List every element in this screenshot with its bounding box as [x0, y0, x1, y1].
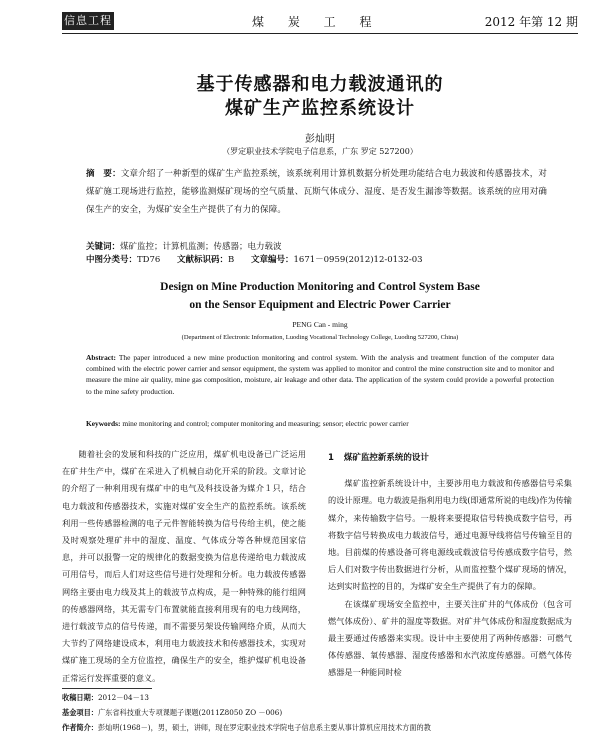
title-en-line2: on the Sensor Equipment and Electric Power Carrier [189, 299, 451, 311]
fund-label: 基金项目： [62, 708, 98, 717]
author-cn: 彭灿明 [305, 134, 335, 145]
body-left-column [62, 446, 306, 687]
clc-label: 中图分类号： [86, 255, 138, 265]
footnote-author [62, 720, 578, 735]
received-label: 收稿日期： [62, 693, 98, 702]
section-title: 煤矿监控新系统的设计 [343, 453, 429, 463]
footnote-received [62, 690, 578, 705]
received-value: 2012－04－13 [97, 693, 149, 702]
abstract-en-label: Abstract: [86, 353, 116, 362]
abstract-cn [86, 165, 554, 219]
fund-value: 广东省科技重大专项课题子课题(2011Z8050 ZO －006) [97, 708, 283, 717]
article-no-label: 文章编号： [251, 255, 294, 265]
abstract-en [86, 352, 554, 397]
abstract-cn-text: 文章介绍了一种新型的煤矿生产监控系统，该系统利用计算机数据分析处理功能结合电力载波和传感器技术，对煤矿施工现场进行监控，能够监测煤矿现场的空气质量、瓦斯气体成分、湿度、是否发生漏渗等数据。该系统的应用对确保生产的安全，为煤矿安全生产提供了有力的保障。 [86, 169, 548, 215]
doc-code-label: 文献标识码： [177, 255, 229, 265]
footnote-fund [62, 705, 578, 720]
author-en: PENG Can - ming [292, 320, 348, 329]
running-header [62, 12, 578, 34]
title-en-line1: Design on Mine Production Monitoring and Control System Base [160, 281, 480, 293]
footnotes [62, 690, 578, 735]
title-cn-line1: 基于传感器和电力载波通讯的 [196, 74, 444, 95]
section-number: 1 [328, 453, 334, 463]
classification-row [86, 253, 554, 265]
journal-name: 煤 炭 工 程 [252, 15, 382, 29]
author-bio-label: 作者简介： [62, 723, 98, 732]
keywords-en [86, 419, 554, 428]
body-paragraph: 在该煤矿现场安全监控中，主要关注矿井的气体成份（包含可燃气体成份）、矿井的湿度等数据。对矿井气体成份和湿度数据成为最主要通过传感器来实现。设计中主要使用了两种传感器：可燃气体传感器、氧传感器、湿度传感器和水汽浓度传感器。可燃气体传感器是一种能同时检 [328, 598, 572, 678]
body-paragraph: 煤矿监控新系统设计中，主要涉用电力载波和传感器信号采集的设计原理。电力载波是指利用电力线(即通常所说的电线)作为传输媒介，来传输数字信号。一般将来要提取信号转换成数字信号，再将数字信号转换成电力载波信号，通过电源导线将信号传输至目的地。目前煤的传感设备可将电源线或载波信号传感成数字信号，然后人们对数字传出数据进行分析，从而监控整个煤矿现场的情况，达到实时监控的目的，为煤矿安全生产提供了有力的保障。 [328, 478, 572, 592]
clc-value: TD76 [137, 255, 161, 265]
article-no-value: 1671－0959(2012)12-0132-03 [293, 255, 423, 265]
keywords-en-label: Keywords: [86, 419, 121, 428]
body-paragraph: 随着社会的发展和科技的广泛应用，煤矿机电设备已广泛运用在矿井生产中，煤矿在采进入了机械自动化开采的阶段。文章讨论的介绍了一种利用现有煤矿中的电气及科技设备为媒介１只，结合电力载波和传感器技术，实施对煤矿安全生产的监控系统。该系统利用一些传感器检测的电子元件智能转换为信号传给主机，使之能及时观察处理矿井中的湿度、温度、气体成分等各种规范国家信息，并可以报警一定的规律化的数据变换为信息传递给电力载波成可用信号，而后人们对这些信号进行处理和分析。电力载波传感器网络主要由电力线及其上的载波节点构成，是一种特殊的能行组网的传感器网络，其无需专门布置就能直接利用现有的电力线网络，进行载波节点的信号传递，而不需要另架设传输网络介质，从而大大节约了网络建设成本，利用电力载波技术和传感器技术，实现对煤矿施工现场的全方位监控，确保生产的安全，维护煤矿机电设备正常运行发挥重要的意义。 [62, 449, 306, 683]
doc-code-value: B [228, 255, 235, 265]
section-tag: 信息工程 [62, 12, 114, 30]
footnote-divider [62, 688, 152, 689]
abstract-en-text: The paper introduced a new mine production monitoring and control system. With the analysis and treatment function of the computer data combined with the electric power carrier and sensor equipment, the system was applied to monitor and control the mine construction site and to monitor and measure the mine air quality, mine gas composition, moisture, air leakage and other data. The application of the system could provide a powerful protection to the mine safety production. [86, 353, 554, 396]
abstract-cn-label: 摘 要： [86, 169, 121, 179]
affiliation-en: (Department of Electronic Information, Luoding Vocational Technology College, Luoding 527200, China) [181, 334, 459, 341]
keywords-cn-text: 煤矿监控；计算机监测；传感器；电力载波 [120, 242, 282, 252]
author-bio-value: 彭灿明(1968－)，男，硕士，讲师，现在罗定职业技术学院电子信息系主要从事计算机应用技术方面的教 [97, 723, 431, 732]
section-heading [328, 450, 572, 467]
keywords-en-text: mine monitoring and control; computer monitoring and measuring; sensor; electric power carrier [122, 419, 409, 428]
body-right-column [328, 446, 572, 682]
issue-label: 2012 年第 12 期 [484, 15, 578, 29]
affiliation-cn: （罗定职业技术学院电子信息系，广东 罗定 527200） [222, 147, 418, 156]
keywords-cn-label: 关键词： [86, 242, 121, 252]
title-cn-line2: 煤矿生产监控系统设计 [225, 98, 415, 119]
